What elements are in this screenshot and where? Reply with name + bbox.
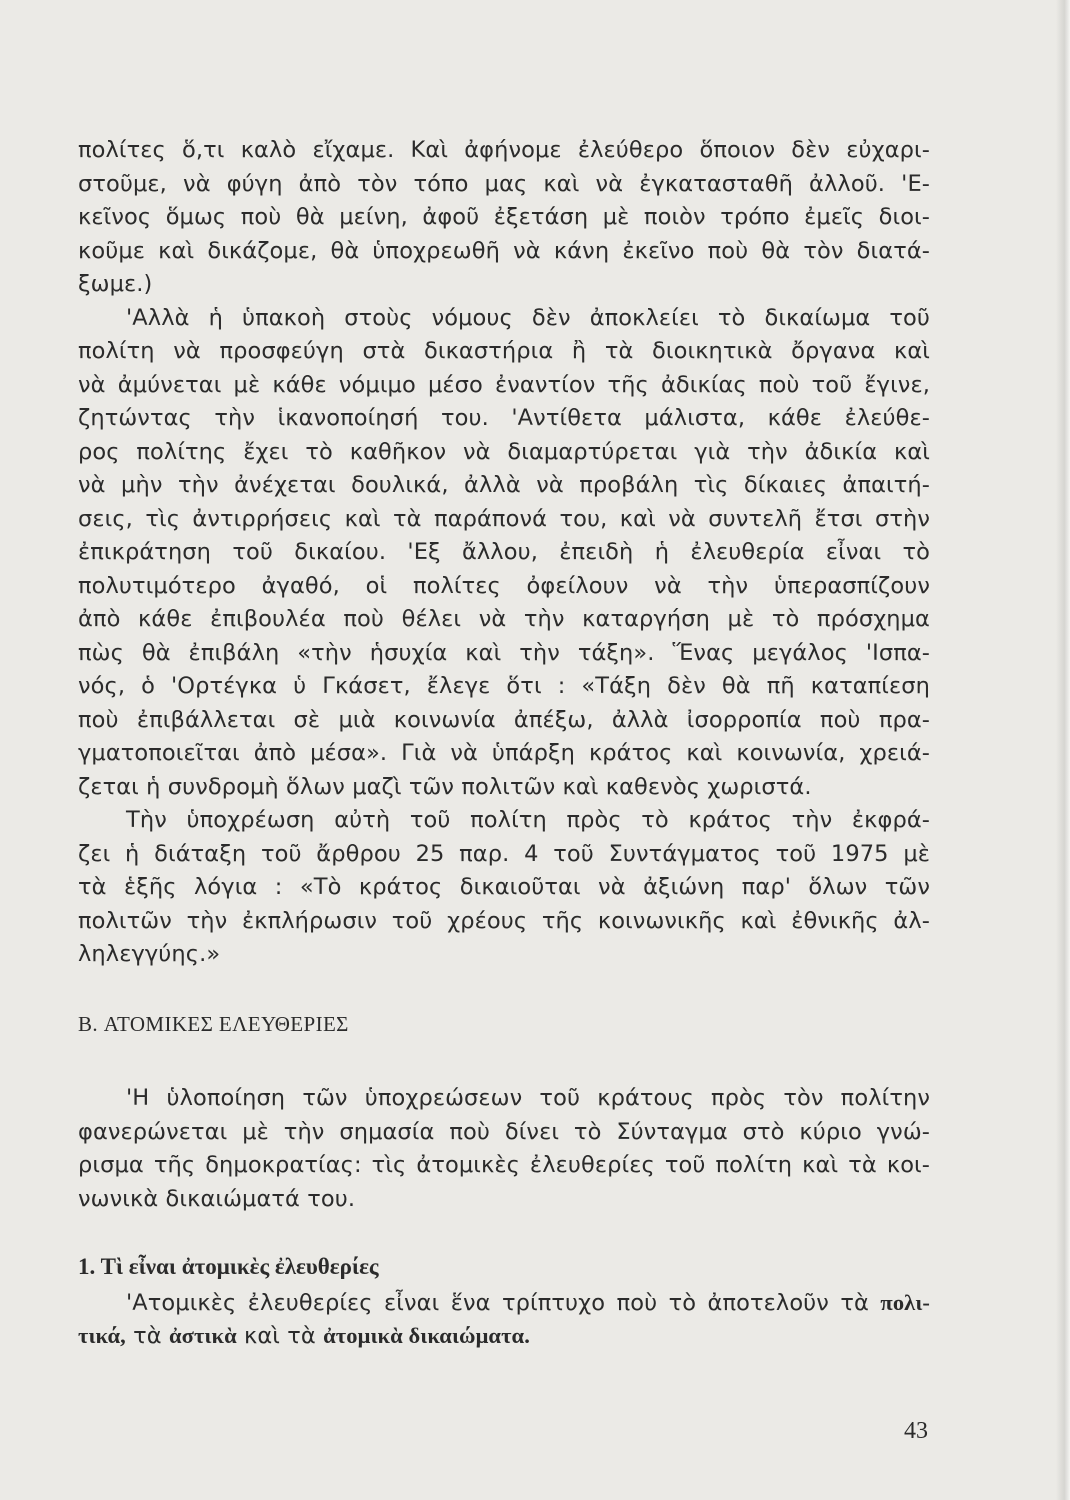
text-line: πολίτες ὅ,τι καλὸ εἴχαμε. Καὶ ἀφήνομε ἐλεύθερο ὅποιον δὲν εὐχαρι- [78, 137, 930, 163]
text-line: ἀπὸ κάθε ἐπιβουλέα ποὺ θέλει νὰ τὴν καταργήση μὲ τὸ πρόσχημα [78, 606, 930, 632]
text-line: 'Η ὑλοποίηση τῶν ὑποχρεώσεων τοῦ κράτους πρὸς τὸν πολίτην [126, 1085, 930, 1111]
text-line: νωνικὰ δικαιώματά του. [78, 1185, 356, 1212]
text-line: ρος πολίτης ἔχει τὸ καθῆκον νὰ διαμαρτύρεται γιὰ τὴν ἀδικία καὶ [78, 438, 930, 465]
text-line: τὰ ἑξῆς λόγια : «Τὸ κράτος δικαιοῦται νὰ ἀξιώνη παρ' ὅλων τῶν [78, 874, 930, 900]
text-line: ζει ἡ διάταξη τοῦ ἄρθρου 25 παρ. 4 τοῦ Συντάγματος τοῦ 1975 μὲ [78, 840, 930, 867]
text-line: κεῖνος ὅμως ποὺ θὰ μείνη, ἀφοῦ ἐξετάση μὲ ποιὸν τρόπο ἐμεῖς διοι- [78, 204, 930, 230]
text-segment: καὶ τὰ [236, 1323, 324, 1349]
text-line: πὼς θὰ ἐπιβάλη «τὴν ἡσυχία καὶ τὴν τάξη». Ἕνας μεγάλος 'Ισπα- [78, 639, 930, 666]
text-line: ληλεγγύης.» [78, 941, 221, 967]
text-line: ποὺ ἐπιβάλλεται σὲ μιὰ κοινωνία ἀπέξω, ἀλλὰ ἰσορροπία ποὺ πρα- [78, 706, 930, 733]
text-line: στοῦμε, νὰ φύγη ἀπὸ τὸν τόπο μας καὶ νὰ ἐγκατασταθῆ ἀλλοῦ. 'Ε- [78, 170, 930, 197]
text-line: ἐπικράτηση τοῦ δικαίου. 'Εξ ἄλλου, ἐπειδὴ ἡ ἐλευθερία εἶναι τὸ [78, 539, 930, 565]
text-line [78, 1286, 930, 1320]
paragraph [78, 302, 930, 805]
text-line: κοῦμε καὶ δικάζομε, θὰ ὑποχρεωθῆ νὰ κάνη ἐκεῖνο ποὺ θὰ τὸν διατά- [78, 237, 930, 264]
subsection-heading: 1. Τὶ εἶναι ἀτομικὲς ἐλευθερίες [78, 1254, 379, 1279]
text-line [78, 1319, 930, 1353]
text-line: νὰ μὴν τὴν ἀνέχεται δουλικά, ἀλλὰ νὰ προβάλη τὶς δίκαιες ἀπαιτή- [78, 472, 930, 498]
section-heading: B. ΑΤΟΜΙΚΕΣ ΕΛΕΥΘΕΡΙΕΣ [78, 1011, 349, 1036]
bold-term: ἀστικὰ [168, 1323, 237, 1348]
text-segment: τὰ [125, 1323, 169, 1349]
spacer [78, 1041, 930, 1082]
subsection-paragraph [78, 1286, 930, 1353]
text-line: πολυτιμότερο ἀγαθό, οἱ πολίτες ὀφείλουν νὰ τὴν ὑπερασπίζουν [78, 572, 930, 599]
text-column [78, 134, 930, 1353]
page-number: 43 [904, 1418, 928, 1444]
section-paragraph [78, 1082, 930, 1216]
text-line: φανερώνεται μὲ τὴν σημασία ποὺ δίνει τὸ Σύνταγμα στὸ κύριο γνώ- [78, 1118, 930, 1145]
paragraph [78, 804, 930, 972]
text-line: ζητώντας τὴν ἱκανοποίησή του. 'Αντίθετα μάλιστα, κάθε ἐλεύθε- [78, 405, 930, 431]
text-line: γματοποιεῖται ἀπὸ μέσα». Γιὰ νὰ ὑπάρξη κράτος καὶ κοινωνία, χρειά- [78, 740, 930, 766]
text-line: πολίτη νὰ προσφεύγη στὰ δικαστήρια ἢ τὰ διοικητικὰ ὄργανα καὶ [78, 338, 930, 364]
text-line: ξωμε.) [78, 271, 153, 297]
page-edge-shadow [1056, 0, 1070, 1500]
spacer [78, 1216, 930, 1250]
text-line: νός, ὁ 'Ορτέγκα ὑ Γκάσετ, ἔλεγε ὅτι : «Τάξη δὲν θὰ πῆ καταπίεση [78, 673, 930, 699]
paragraph [78, 134, 930, 302]
text-line: 'Αλλὰ ἡ ὑπακοὴ στοὺς νόμους δὲν ἀποκλείει τὸ δικαίωμα τοῦ [126, 304, 930, 331]
bold-term: πολι- [880, 1289, 930, 1315]
bold-term: ἀτομικὰ δικαιώματα. [323, 1323, 530, 1348]
text-line: σεις, τὶς ἀντιρρήσεις καὶ τὰ παράπονά του, καὶ νὰ συντελῆ ἔτσι στὴν [78, 505, 930, 532]
text-line: ζεται ἡ συνδρομὴ ὅλων μαζὶ τῶν πολιτῶν καὶ καθενὸς χωριστά. [78, 773, 812, 800]
text-line: ρισμα τῆς δημοκρατίας: τὶς ἀτομικὲς ἐλευθερίες τοῦ πολίτη καὶ τὰ κοι- [78, 1152, 930, 1178]
text-line: πολιτῶν τὴν ἐκπλήρωσιν τοῦ χρέους τῆς κοινωνικῆς καὶ ἐθνικῆς ἀλ- [78, 907, 930, 934]
text-line: Τὴν ὑποχρέωση αὐτὴ τοῦ πολίτη πρὸς τὸ κράτος τὴν ἐκφρά- [126, 807, 930, 833]
text-segment: 'Ατομικὲς ἐλευθερίες εἶναι ἕνα τρίπτυχο ποὺ τὸ ἀποτελοῦν τὰ [126, 1289, 881, 1316]
text-line: νὰ ἀμύνεται μὲ κάθε νόμιμο μέσο ἐναντίον τῆς ἀδικίας ποὺ τοῦ ἔγινε, [78, 371, 930, 398]
bold-term: τικά, [78, 1323, 126, 1348]
spacer [78, 972, 930, 1008]
